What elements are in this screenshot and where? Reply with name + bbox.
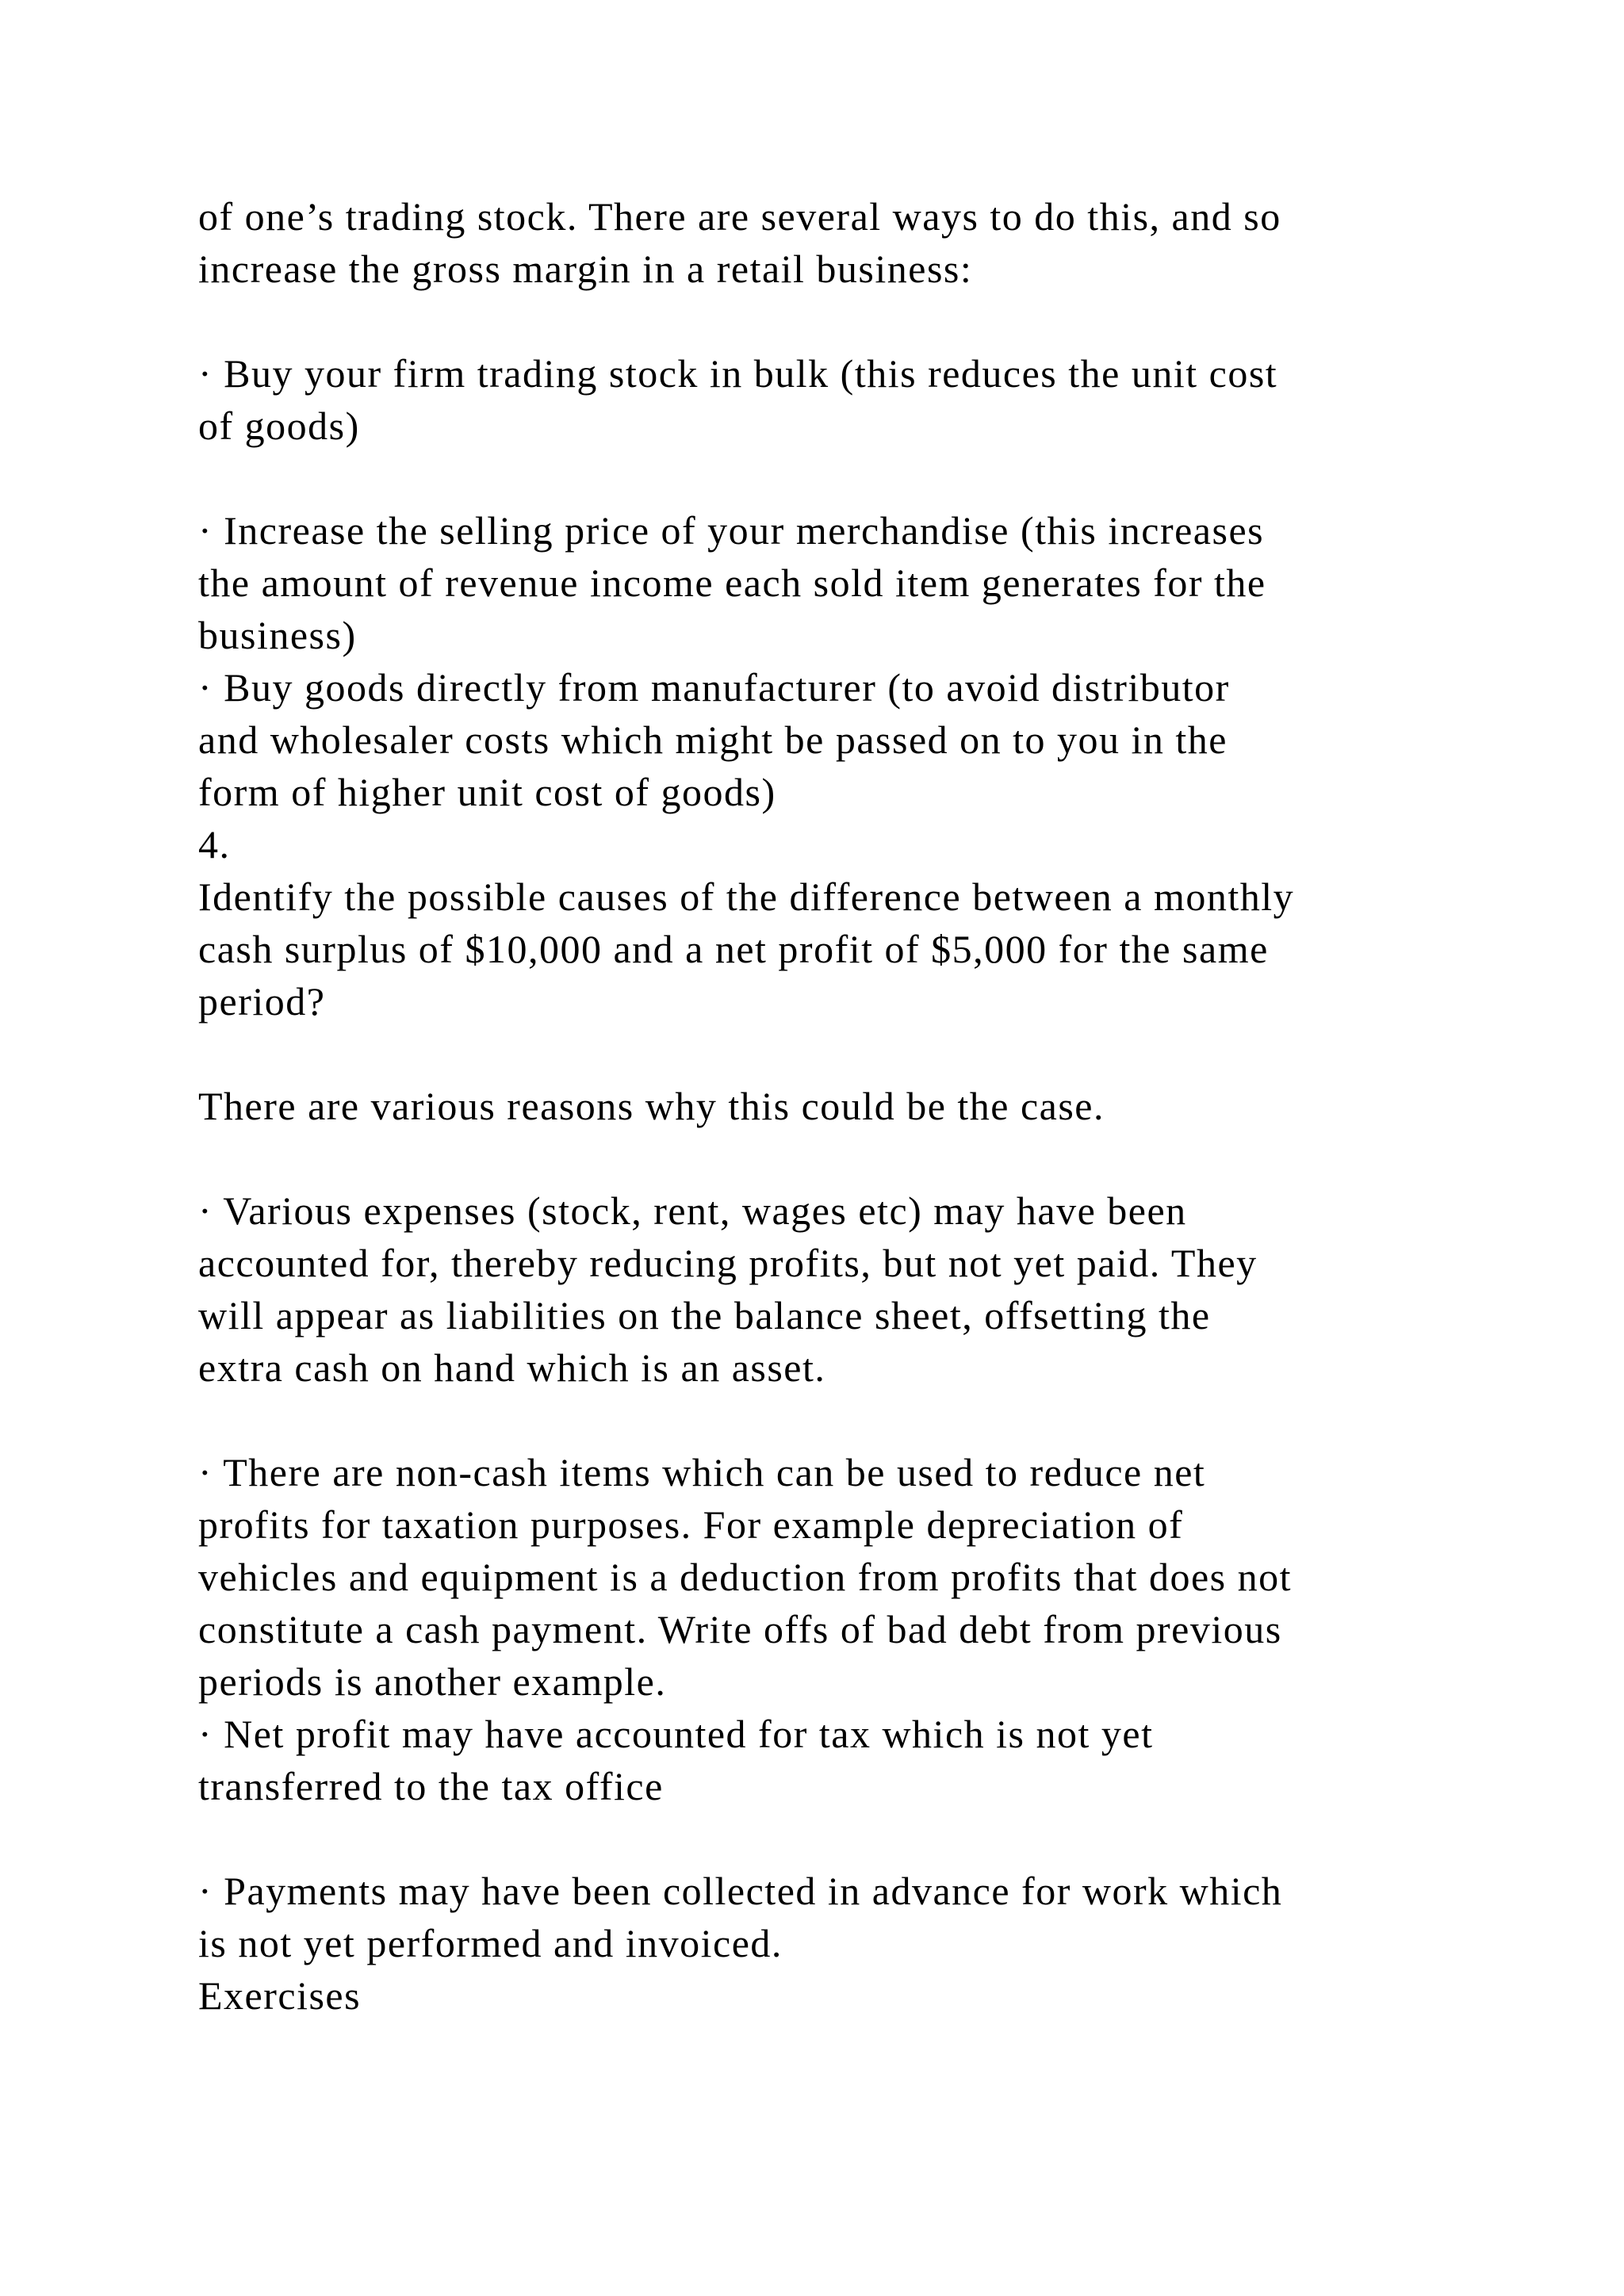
text-line: transferred to the tax office: [198, 1764, 664, 1808]
text-line: increase the gross margin in a retail business:: [198, 247, 973, 291]
section-heading: Exercises: [198, 1973, 362, 2018]
text-line: the amount of revenue income each sold item generates for the: [198, 561, 1266, 605]
bullet-line: · Buy your firm trading stock in bulk (this reduces the unit cost: [198, 351, 1278, 396]
bullet-line: · There are non-cash items which can be used to reduce net: [198, 1450, 1206, 1494]
text-line: There are various reasons why this could be the case.: [198, 1084, 1105, 1128]
question-text: period?: [198, 979, 326, 1024]
blank-line: [198, 452, 1483, 504]
question-number: 4.: [198, 822, 231, 867]
text-line: accounted for, thereby reducing profits, but not yet paid. They: [198, 1241, 1258, 1285]
bullet-line: · Payments may have been collected in advance for work which: [198, 1869, 1283, 1913]
text-line: constitute a cash payment. Write offs of bad debt from previous: [198, 1607, 1282, 1651]
text-line: form of higher unit cost of goods): [198, 770, 776, 814]
text-line: business): [198, 613, 357, 657]
document-text: [198, 190, 1483, 2022]
text-line: profits for taxation purposes. For example depreciation of: [198, 1502, 1184, 1547]
text-line: is not yet performed and invoiced.: [198, 1921, 783, 1965]
question-text: cash surplus of $10,000 and a net profit of $5,000 for the same: [198, 927, 1269, 971]
question-text: Identify the possible causes of the difference between a monthly: [198, 874, 1295, 919]
text-line: vehicles and equipment is a deduction from profits that does not: [198, 1555, 1293, 1599]
text-line: periods is another example.: [198, 1659, 667, 1704]
blank-line: [198, 1812, 1483, 1865]
text-line: of goods): [198, 404, 360, 448]
blank-line: [198, 1027, 1483, 1080]
text-line: extra cash on hand which is an asset.: [198, 1345, 826, 1390]
blank-line: [198, 1132, 1483, 1184]
text-line: will appear as liabilities on the balance sheet, offsetting the: [198, 1293, 1211, 1337]
text-line: and wholesaler costs which might be passed on to you in the: [198, 718, 1228, 762]
bullet-line: · Buy goods directly from manufacturer (to avoid distributor: [198, 665, 1230, 710]
blank-line: [198, 1394, 1483, 1446]
text-line: of one’s trading stock. There are several ways to do this, and so: [198, 194, 1281, 239]
blank-line: [198, 295, 1483, 347]
bullet-line: · Net profit may have accounted for tax which is not yet: [198, 1712, 1154, 1756]
bullet-line: · Increase the selling price of your merchandise (this increases: [198, 508, 1265, 553]
bullet-line: · Various expenses (stock, rent, wages etc) may have been: [198, 1188, 1187, 1233]
